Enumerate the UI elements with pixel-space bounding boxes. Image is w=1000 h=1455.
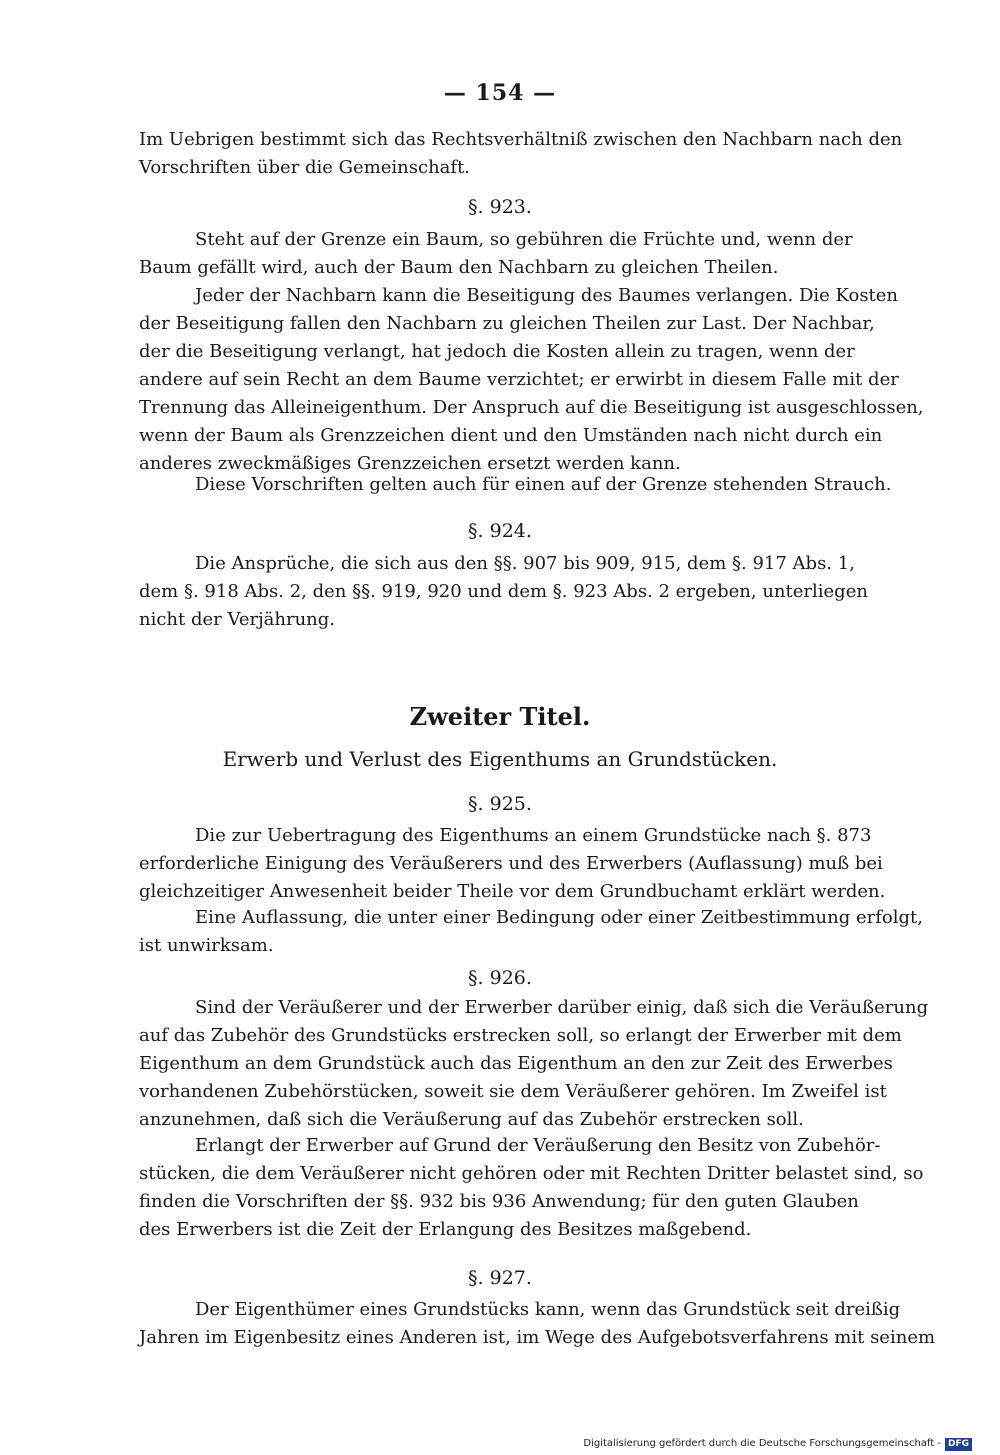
text-line: vorhandenen Zubehörstücken, soweit sie dem Veräußerer gehören. Im Zweifel ist xyxy=(139,1081,887,1102)
text-line: Die zur Uebertragung des Eigenthums an einem Grundstücke nach §. 873 xyxy=(195,825,872,846)
text-line: Jeder der Nachbarn kann die Beseitigung des Baumes verlangen. Die Kosten xyxy=(195,285,899,306)
paragraph-923-3 xyxy=(139,471,892,499)
digitization-footer xyxy=(583,1437,972,1451)
chapter-title: Zweiter Titel. xyxy=(409,702,591,731)
text-line: gleichzeitiger Anwesenheit beider Theile vor dem Grundbuchamt erklärt werden. xyxy=(139,881,886,902)
paragraph-923-1 xyxy=(139,226,863,282)
text-line: Im Uebrigen bestimmt sich das Rechtsverhältniß zwischen den Nachbarn nach den xyxy=(139,129,903,150)
text-line: Erlangt der Erwerber auf Grund der Veräußerung den Besitz von Zubehör- xyxy=(195,1135,881,1156)
text-line: anderes zweckmäßiges Grenzzeichen ersetzt werden kann. xyxy=(139,453,681,474)
paragraph-924 xyxy=(139,550,868,634)
section-heading-926: §. 926. xyxy=(468,967,532,989)
text-line: Steht auf der Grenze ein Baum, so gebühren die Früchte und, wenn der xyxy=(195,229,853,250)
paragraph-925-1 xyxy=(139,822,886,906)
paragraph-927 xyxy=(139,1296,936,1352)
text-line: stücken, die dem Veräußerer nicht gehören oder mit Rechten Dritter belastet sind, so xyxy=(139,1163,924,1184)
text-line: nicht der Verjährung. xyxy=(139,609,336,630)
text-line: Vorschriften über die Gemeinschaft. xyxy=(139,157,471,178)
text-line: Sind der Veräußerer und der Erwerber darüber einig, daß sich die Veräußerung xyxy=(195,997,929,1018)
page-number: — 154 — xyxy=(443,80,557,106)
text-line: des Erwerbers ist die Zeit der Erlangung des Besitzes maßgebend. xyxy=(139,1219,752,1240)
text-line: Der Eigenthümer eines Grundstücks kann, wenn das Grundstück seit dreißig xyxy=(195,1299,901,1320)
dfg-logo: DFG xyxy=(945,1438,972,1451)
text-line: auf das Zubehör des Grundstücks erstrecken soll, so erlangt der Erwerber mit dem xyxy=(139,1025,902,1046)
text-line: Die Ansprüche, die sich aus den §§. 907 bis 909, 915, dem §. 917 Abs. 1, xyxy=(195,553,855,574)
section-heading-924: §. 924. xyxy=(468,520,532,542)
text-line: finden die Vorschriften der §§. 932 bis 936 Anwendung; für den guten Glauben xyxy=(139,1191,859,1212)
text-line: dem §. 918 Abs. 2, den §§. 919, 920 und dem §. 923 Abs. 2 ergeben, unterliegen xyxy=(139,581,868,602)
paragraph-923-2 xyxy=(139,282,924,478)
text-line: Trennung das Alleineigenthum. Der Anspruch auf die Beseitigung ist ausgeschlossen, xyxy=(139,397,924,418)
text-line: wenn der Baum als Grenzzeichen dient und den Umständen nach nicht durch ein xyxy=(139,425,883,446)
section-heading-923: §. 923. xyxy=(468,196,532,218)
text-line: Jahren im Eigenbesitz eines Anderen ist, im Wege des Aufgebotsverfahrens mit seinem xyxy=(139,1327,936,1348)
text-line: Eine Auflassung, die unter einer Bedingung oder einer Zeitbestimmung erfolgt, xyxy=(195,907,923,928)
text-line: der Beseitigung fallen den Nachbarn zu gleichen Theilen zur Last. Der Nachbar, xyxy=(139,313,875,334)
text-line: Diese Vorschriften gelten auch für einen auf der Grenze stehenden Strauch. xyxy=(195,474,892,495)
footer-text: Digitalisierung gefördert durch die Deutsche Forschungsgemeinschaft - xyxy=(583,1438,941,1449)
section-heading-927: §. 927. xyxy=(468,1267,532,1289)
text-line: Baum gefällt wird, auch der Baum den Nachbarn zu gleichen Theilen. xyxy=(139,257,779,278)
text-line: ist unwirksam. xyxy=(139,935,274,956)
text-line: andere auf sein Recht an dem Baume verzichtet; er erwirbt in diesem Falle mit der xyxy=(139,369,899,390)
paragraph-926-1 xyxy=(139,994,929,1134)
section-heading-925: §. 925. xyxy=(468,793,532,815)
text-line: anzunehmen, daß sich die Veräußerung auf das Zubehör erstrecken soll. xyxy=(139,1109,804,1130)
text-line: Eigenthum an dem Grundstück auch das Eigenthum an den zur Zeit des Erwerbes xyxy=(139,1053,893,1074)
text-line: erforderliche Einigung des Veräußerers und des Erwerbers (Auflassung) muß bei xyxy=(139,853,883,874)
paragraph-intro xyxy=(139,126,903,182)
text-line: der die Beseitigung verlangt, hat jedoch die Kosten allein zu tragen, wenn der xyxy=(139,341,855,362)
chapter-subtitle: Erwerb und Verlust des Eigenthums an Grundstücken. xyxy=(222,747,778,771)
paragraph-926-2 xyxy=(139,1132,924,1244)
paragraph-925-2 xyxy=(139,904,923,960)
